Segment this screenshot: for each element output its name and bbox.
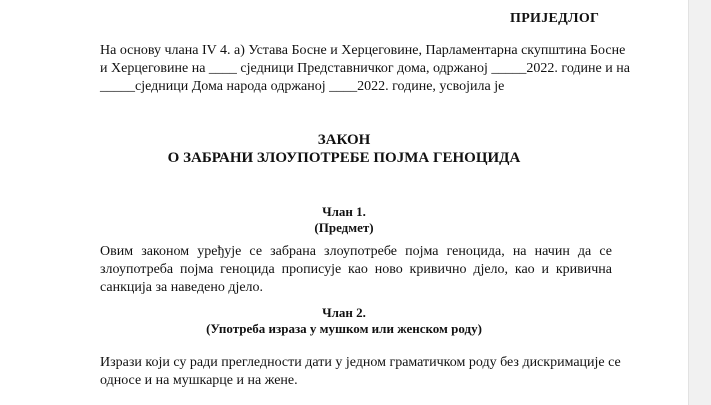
article-2-text: [100, 354, 621, 390]
article-1-subtitle: (Предмет): [314, 220, 374, 235]
article-1-line: злоупотреба појма геноцида прописује као ново кривично дјело, као и кривична: [100, 262, 612, 277]
article-2-number: Члан 2.: [322, 305, 366, 320]
article-1-line: санкција за наведено дјело.: [100, 280, 264, 295]
article-1-text: [100, 243, 612, 297]
viewer-background: [688, 0, 711, 405]
proposal-label: ПРИЈЕДЛОГ: [510, 11, 600, 26]
law-title: ЗАКОН: [317, 132, 371, 148]
article-2-subtitle: (Употреба израза у мушком или женском роду): [206, 321, 482, 336]
article-1-number: Члан 1.: [322, 204, 366, 219]
article-2-line: Изрази који су ради прегледности дати у једном граматичком роду без дискримације се: [100, 355, 621, 370]
article-1-line: Овим законом уређује се забрана злоупотребе појма геноцида, на начин да се: [100, 244, 612, 259]
preamble-line: и Херцеговине на ____ сједници Представничког дома, одржаној _____2022. године и на: [100, 61, 630, 76]
preamble-line: _____сједници Дома народа одржаној ____2022. године, усвојила је: [100, 79, 505, 94]
preamble-paragraph: [100, 42, 630, 96]
law-subtitle: О ЗАБРАНИ ЗЛОУПОТРЕБЕ ПОЈМА ГЕНОЦИДА: [167, 150, 521, 166]
preamble-line: На основу члана IV 4. а) Устава Босне и Херцеговине, Парламентарна скупштина Босне: [100, 43, 626, 58]
article-2-line: односе и на мушкарце и на жене.: [100, 373, 298, 388]
